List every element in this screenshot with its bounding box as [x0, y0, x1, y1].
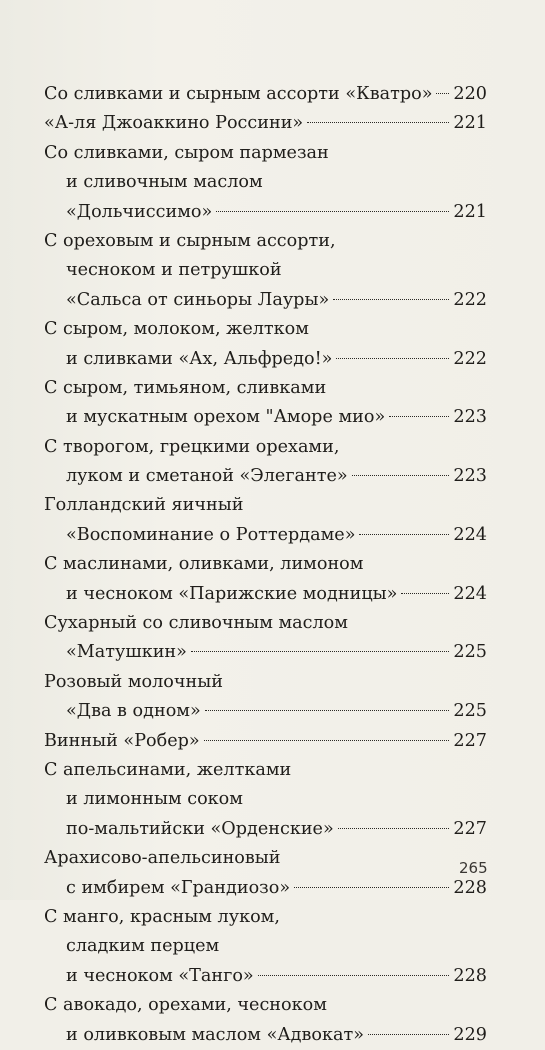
dot-leader [338, 828, 450, 829]
toc-entry-title: и сливками «Ах, Альфредо!» [66, 348, 333, 369]
dot-leader [191, 651, 449, 652]
toc-entry-title-line [44, 668, 487, 697]
toc-entry [44, 374, 487, 433]
toc-entry-title: и лимонным соком [66, 789, 243, 810]
toc-entry-page: 228 [453, 877, 487, 898]
toc-entry-title: С манго, красным луком, [44, 906, 280, 927]
dot-leader [205, 710, 450, 711]
toc-entry-title-line-last [44, 286, 487, 315]
toc-entry-title-line [44, 139, 487, 168]
toc-entry-title-line [44, 315, 487, 344]
toc-entry-title-line [44, 168, 487, 197]
toc-entry-title-line-last [44, 198, 487, 227]
toc-entry-title: «Дольчиссимо» [66, 201, 213, 222]
toc-entry [44, 139, 487, 227]
toc-entry-title-line-last [44, 727, 487, 756]
toc-entry-page: 223 [453, 407, 487, 428]
toc-entry-title: С сыром, молоком, желтком [44, 319, 309, 340]
toc-entry-title-line-last [44, 1021, 487, 1050]
toc-entry [44, 315, 487, 374]
toc-entry [44, 991, 487, 1050]
toc-entry-title: С маслинами, оливками, лимоном [44, 554, 364, 575]
toc-entry [44, 433, 487, 492]
toc-entry-page: 225 [453, 642, 487, 663]
toc-entry-title: «Сальса от синьоры Лауры» [66, 289, 330, 310]
toc-entry-title-line [44, 609, 487, 638]
toc-entry-title: и сливочным маслом [66, 172, 263, 193]
toc-entry-page: 224 [453, 583, 487, 604]
toc-entry [44, 80, 487, 109]
dot-leader [333, 299, 449, 300]
toc-entry-title: Сухарный со сливочным маслом [44, 613, 348, 634]
dot-leader [294, 887, 449, 888]
toc-entry-title-line [44, 903, 487, 932]
dot-leader [307, 122, 449, 123]
dot-leader [436, 93, 449, 94]
toc-entry-title: и чесноком «Танго» [66, 965, 254, 986]
toc-entry-title: по-мальтийски «Орденские» [66, 818, 334, 839]
toc-entry-title-line-last [44, 462, 487, 491]
toc-entry-title-line [44, 227, 487, 256]
toc-entry [44, 609, 487, 668]
toc-entry-title: и чесноком «Парижские модницы» [66, 583, 398, 604]
toc-entry-page: 222 [453, 289, 487, 310]
toc-entry-title-line-last [44, 638, 487, 667]
toc-entry [44, 756, 487, 844]
toc-entry-title-line-last [44, 109, 487, 138]
toc-entry-page: 220 [453, 84, 487, 104]
toc-entry-title: «Матушкин» [66, 642, 187, 663]
toc-entry [44, 227, 487, 315]
toc-entry-title-line-last [44, 403, 487, 432]
dot-leader [216, 211, 449, 212]
table-of-contents [44, 80, 487, 1050]
toc-entry-title: «Воспоминание о Роттердаме» [66, 524, 356, 545]
toc-entry-title: Голландский яичный [44, 495, 244, 516]
toc-entry-title: Со сливками и сырным ассорти «Кватро» [44, 84, 433, 104]
toc-entry-title: «А-ля Джоаккино Россини» [44, 113, 304, 134]
dot-leader [401, 593, 449, 594]
toc-entry-title-line [44, 550, 487, 579]
dot-leader [258, 975, 450, 976]
toc-entry-title-line [44, 844, 487, 873]
dot-leader [336, 358, 449, 359]
dot-leader [389, 416, 449, 417]
dot-leader [359, 534, 449, 535]
toc-entry [44, 903, 487, 991]
toc-entry-title: С апельсинами, желтками [44, 759, 292, 780]
toc-entry-title: луком и сметаной «Элеганте» [66, 466, 348, 487]
toc-entry-title: Розовый молочный [44, 671, 223, 692]
toc-entry-title: С творогом, грецкими орехами, [44, 436, 340, 457]
toc-entry-title-line-last [44, 345, 487, 374]
toc-entry-title-line-last [44, 80, 487, 109]
toc-entry-title: С сыром, тимьяном, сливками [44, 377, 327, 398]
toc-entry-page: 224 [453, 524, 487, 545]
toc-entry-page: 222 [453, 348, 487, 369]
toc-entry-title: С авокадо, орехами, чесноком [44, 995, 327, 1016]
toc-entry-page: 221 [453, 201, 487, 222]
toc-entry [44, 109, 487, 138]
toc-entry [44, 844, 487, 903]
page-number: 265 [459, 859, 488, 877]
toc-entry-page: 227 [453, 818, 487, 839]
toc-entry-title: и оливковым маслом «Адвокат» [66, 1024, 364, 1045]
toc-entry-title-line [44, 785, 487, 814]
toc-entry-title-line-last [44, 815, 487, 844]
toc-entry-page: 223 [453, 466, 487, 487]
toc-entry-title-line [44, 433, 487, 462]
toc-entry-page: 225 [453, 701, 487, 722]
toc-entry-page: 229 [453, 1024, 487, 1045]
dot-leader [204, 740, 450, 741]
dot-leader [352, 475, 450, 476]
toc-entry [44, 727, 487, 756]
toc-entry-page: 227 [453, 730, 487, 751]
toc-entry-title: Со сливками, сыром пармезан [44, 142, 329, 163]
toc-entry-title-line-last [44, 521, 487, 550]
toc-entry-title-line-last [44, 580, 487, 609]
toc-entry-title-line [44, 491, 487, 520]
toc-entry-title-line-last [44, 962, 487, 991]
toc-entry-title: чесноком и петрушкой [66, 260, 282, 281]
toc-entry-title-line [44, 374, 487, 403]
toc-entry-title-line [44, 756, 487, 785]
toc-entry-title: и мускатным орехом "Аморе мио» [66, 407, 386, 428]
toc-entry [44, 668, 487, 727]
toc-entry-title: «Два в одном» [66, 701, 201, 722]
toc-entry-title: сладким перцем [66, 936, 220, 957]
toc-entry [44, 491, 487, 550]
toc-entry-title: Винный «Робер» [44, 730, 200, 751]
toc-entry-page: 228 [453, 965, 487, 986]
toc-entry [44, 550, 487, 609]
toc-entry-title: с имбирем «Грандиозо» [66, 877, 291, 898]
toc-entry-title: С ореховым и сырным ассорти, [44, 230, 336, 251]
toc-entry-title-line-last [44, 697, 487, 726]
toc-entry-title-line [44, 256, 487, 285]
toc-entry-title-line [44, 932, 487, 961]
toc-entry-title-line [44, 991, 487, 1020]
toc-entry-title: Арахисово-апельсиновый [44, 848, 281, 869]
toc-entry-title-line-last [44, 874, 487, 903]
dot-leader [368, 1034, 449, 1035]
toc-entry-page: 221 [453, 113, 487, 134]
